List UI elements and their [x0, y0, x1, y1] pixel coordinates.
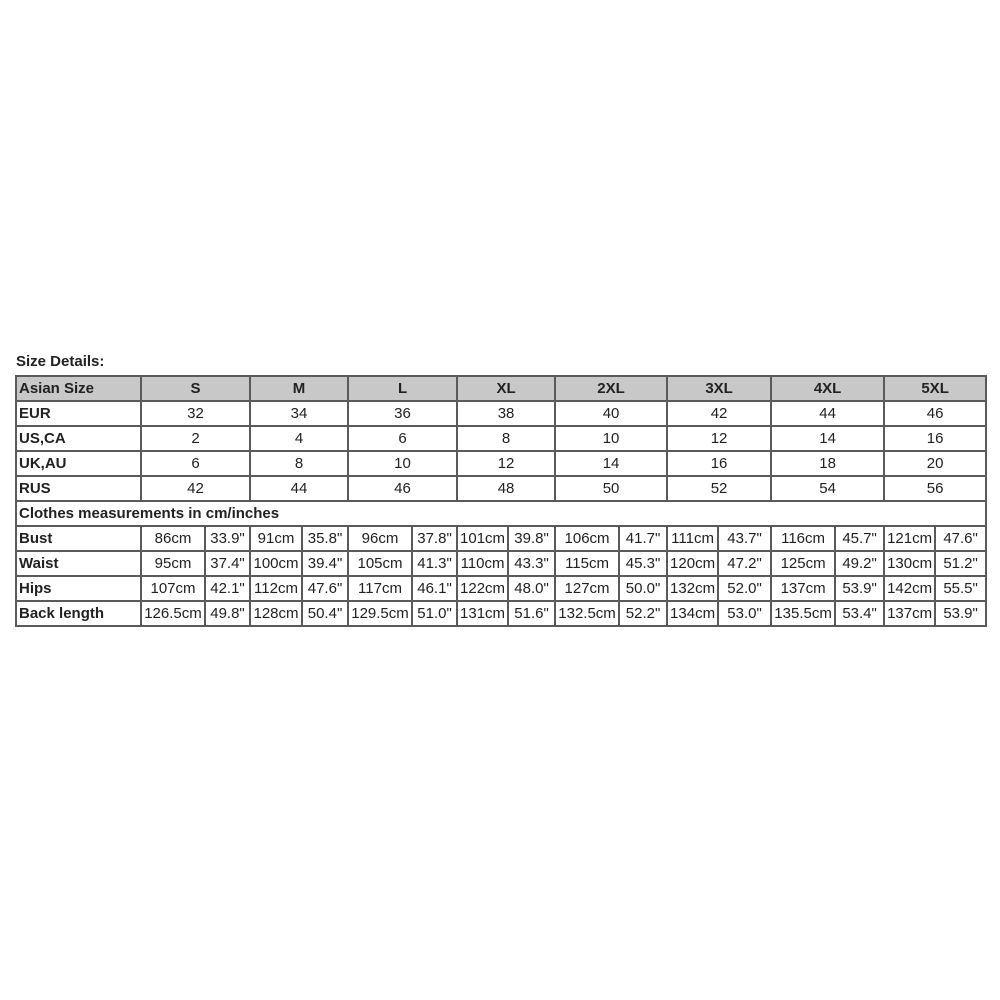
table-cell: 111cm: [667, 526, 718, 551]
table-cell: 6: [348, 426, 457, 451]
table-cell: 121cm: [884, 526, 935, 551]
table-cell: 105cm: [348, 551, 412, 576]
table-cell: 50: [555, 476, 667, 501]
row-label: RUS: [16, 476, 141, 501]
table-cell: 126.5cm: [141, 601, 205, 626]
table-cell: 47.6": [935, 526, 986, 551]
size-header-cell: S: [141, 376, 250, 401]
conversion-row: [16, 451, 986, 476]
table-cell: 91cm: [250, 526, 302, 551]
table-cell: 142cm: [884, 576, 935, 601]
table-cell: 130cm: [884, 551, 935, 576]
table-cell: 48.0": [508, 576, 555, 601]
row-label: Bust: [16, 526, 141, 551]
table-cell: 127cm: [555, 576, 619, 601]
measurement-row: [16, 526, 986, 551]
size-header-cell: XL: [457, 376, 555, 401]
table-cell: 16: [884, 426, 986, 451]
table-cell: 42: [141, 476, 250, 501]
table-cell: 49.8": [205, 601, 250, 626]
table-cell: 18: [771, 451, 884, 476]
table-cell: 131cm: [457, 601, 508, 626]
header-label: Asian Size: [16, 376, 141, 401]
table-cell: 44: [771, 401, 884, 426]
table-cell: 45.3": [619, 551, 667, 576]
table-cell: 112cm: [250, 576, 302, 601]
table-cell: 51.0": [412, 601, 457, 626]
conversion-row: [16, 476, 986, 501]
row-label: Waist: [16, 551, 141, 576]
table-cell: 49.2": [835, 551, 884, 576]
table-cell: 35.8": [302, 526, 348, 551]
table-cell: 116cm: [771, 526, 835, 551]
table-cell: 2: [141, 426, 250, 451]
section-title: Clothes measurements in cm/inches: [16, 501, 986, 526]
table-cell: 95cm: [141, 551, 205, 576]
table-cell: 48: [457, 476, 555, 501]
row-label: UK,AU: [16, 451, 141, 476]
table-cell: 137cm: [771, 576, 835, 601]
table-cell: 53.4": [835, 601, 884, 626]
table-cell: 46.1": [412, 576, 457, 601]
table-cell: 120cm: [667, 551, 718, 576]
table-cell: 52.2": [619, 601, 667, 626]
table-cell: 45.7": [835, 526, 884, 551]
row-label: US,CA: [16, 426, 141, 451]
row-label: Hips: [16, 576, 141, 601]
table-cell: 20: [884, 451, 986, 476]
size-header-row: [16, 376, 986, 401]
table-cell: 37.4": [205, 551, 250, 576]
measurement-row: [16, 601, 986, 626]
table-cell: 43.3": [508, 551, 555, 576]
table-cell: 41.3": [412, 551, 457, 576]
table-cell: 4: [250, 426, 348, 451]
table-cell: 42.1": [205, 576, 250, 601]
table-cell: 51.2": [935, 551, 986, 576]
size-header-cell: 3XL: [667, 376, 771, 401]
table-cell: 100cm: [250, 551, 302, 576]
size-header-cell: 5XL: [884, 376, 986, 401]
table-cell: 8: [250, 451, 348, 476]
table-cell: 12: [667, 426, 771, 451]
table-cell: 34: [250, 401, 348, 426]
table-cell: 86cm: [141, 526, 205, 551]
table-cell: 39.8": [508, 526, 555, 551]
table-cell: 50.4": [302, 601, 348, 626]
table-cell: 101cm: [457, 526, 508, 551]
measurement-row: [16, 576, 986, 601]
table-cell: 14: [555, 451, 667, 476]
table-cell: 10: [555, 426, 667, 451]
table-cell: 14: [771, 426, 884, 451]
table-cell: 53.0": [718, 601, 771, 626]
table-cell: 39.4": [302, 551, 348, 576]
table-cell: 52.0": [718, 576, 771, 601]
table-cell: 16: [667, 451, 771, 476]
table-cell: 137cm: [884, 601, 935, 626]
table-cell: 41.7": [619, 526, 667, 551]
table-cell: 47.2": [718, 551, 771, 576]
table-cell: 132cm: [667, 576, 718, 601]
size-header-cell: 2XL: [555, 376, 667, 401]
table-cell: 132.5cm: [555, 601, 619, 626]
table-cell: 52: [667, 476, 771, 501]
table-cell: 135.5cm: [771, 601, 835, 626]
table-cell: 50.0": [619, 576, 667, 601]
table-cell: 56: [884, 476, 986, 501]
table-cell: 106cm: [555, 526, 619, 551]
size-header-cell: M: [250, 376, 348, 401]
table-cell: 40: [555, 401, 667, 426]
table-cell: 115cm: [555, 551, 619, 576]
section-row: [16, 501, 986, 526]
size-details-title: Size Details:: [16, 353, 105, 370]
table-cell: 10: [348, 451, 457, 476]
table-cell: 43.7": [718, 526, 771, 551]
table-cell: 37.8": [412, 526, 457, 551]
table-cell: 117cm: [348, 576, 412, 601]
table-cell: 125cm: [771, 551, 835, 576]
table-cell: 96cm: [348, 526, 412, 551]
table-cell: 12: [457, 451, 555, 476]
table-cell: 46: [348, 476, 457, 501]
row-label: EUR: [16, 401, 141, 426]
table-cell: 47.6": [302, 576, 348, 601]
table-cell: 38: [457, 401, 555, 426]
size-header-cell: 4XL: [771, 376, 884, 401]
size-header-cell: L: [348, 376, 457, 401]
table-cell: 107cm: [141, 576, 205, 601]
table-cell: 122cm: [457, 576, 508, 601]
table-cell: 32: [141, 401, 250, 426]
table-cell: 134cm: [667, 601, 718, 626]
table-cell: 36: [348, 401, 457, 426]
table-cell: 6: [141, 451, 250, 476]
table-cell: 129.5cm: [348, 601, 412, 626]
table-cell: 128cm: [250, 601, 302, 626]
table-cell: 110cm: [457, 551, 508, 576]
table-cell: 42: [667, 401, 771, 426]
conversion-row: [16, 401, 986, 426]
measurement-row: [16, 551, 986, 576]
table-cell: 53.9": [835, 576, 884, 601]
table-cell: 44: [250, 476, 348, 501]
table-cell: 33.9": [205, 526, 250, 551]
row-label: Back length: [16, 601, 141, 626]
size-table: [15, 375, 987, 627]
conversion-row: [16, 426, 986, 451]
table-cell: 53.9": [935, 601, 986, 626]
table-cell: 8: [457, 426, 555, 451]
table-cell: 46: [884, 401, 986, 426]
table-cell: 51.6": [508, 601, 555, 626]
table-cell: 55.5": [935, 576, 986, 601]
table-cell: 54: [771, 476, 884, 501]
